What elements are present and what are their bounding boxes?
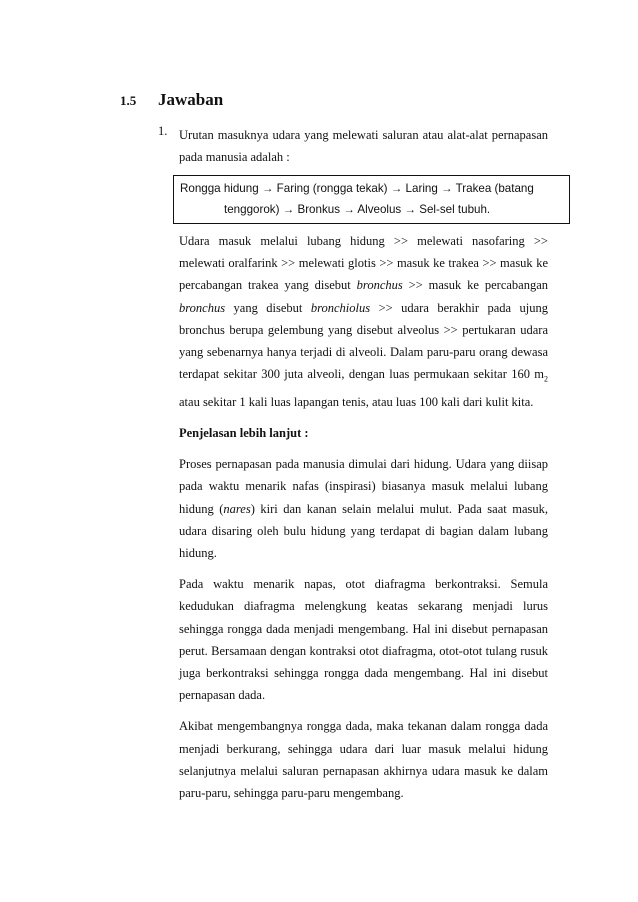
- section-number: 1.5: [120, 93, 137, 108]
- airflow-text-c: >> masuk ke percabangan: [402, 278, 549, 293]
- airflow-text-e: yang disebut: [225, 300, 311, 315]
- term-bronchus: bronchus: [356, 278, 403, 293]
- term-bronchiolus: bronchiolus: [310, 300, 371, 315]
- sequence-line-2: tenggorok) → Bronkus → Alveolus → Sel-sel tubuh.: [224, 202, 491, 216]
- further-explanation-heading: Penjelasan lebih lanjut :: [179, 426, 309, 441]
- airflow-text-a: Udara masuk melalui lubang hidung >> melewati nasofaring >> melewati oralfarink >> melewati glotis >> masuk ke trakea >> masuk ke percabangan trakea yang disebut: [179, 234, 548, 293]
- list-marker: 1.: [158, 124, 168, 138]
- nose-text-a: Proses pernapasan pada manusia dimulai dari hidung. Udara yang diisap pada waktu menarik nafas (inspirasi) biasanya masuk melalui lubang hidung (: [179, 457, 548, 516]
- respiratory-sequence-box: [173, 175, 570, 224]
- diaphragm-paragraph: Pada waktu menarik napas, otot diafragma berkontraksi. Semula kedudukan diafragma melengkung keatas sekarang menjadi lurus sehingga rongga dada menjadi mengembang. Hal ini disebut pernapasan perut. Bersamaan dengan kontraksi otot diafragma, otot-otot tulang rusuk juga berkontraksi sehingga rongga dada mengembang. Hal ini disebut pernapasan dada.: [179, 577, 548, 703]
- chest-expansion-paragraph: Akibat mengembangnya rongga dada, maka tekanan dalam rongga dada menjadi berkurang, sehingga udara dari luar masuk melalui hidung selanjutnya melalui saluran pernapasan akhirnya udara masuk ke dalam paru-paru, sehingga paru-paru mengembang.: [179, 719, 548, 800]
- sequence-line-1: Rongga hidung → Faring (rongga tekak) → Laring → Trakea (batang: [180, 182, 534, 195]
- list-item-body: [179, 124, 548, 804]
- term-nares: nares: [223, 501, 251, 516]
- airflow-text-h: atau sekitar 1 kali luas lapangan tenis, atau luas 100 kali dari kulit kita.: [179, 394, 534, 409]
- subscript-2: 2: [544, 374, 548, 384]
- nose-text-c: ) kiri dan kanan selain melalui mulut. Pada saat masuk, udara disaring oleh bulu hidung yang terdapat di bagian dalam lubang hidung.: [179, 501, 548, 560]
- airflow-text-g: >> udara berakhir pada ujung bronchus berupa gelembung yang disebut alveolus >> pertukaran udara yang sebenarnya hanya terjadi di alveoli. Dalam paru-paru orang dewasa terdapat sekitar 300 juta alveoli, dengan luas permukaan sekitar 160 m: [179, 300, 548, 382]
- nose-paragraph: [179, 453, 548, 564]
- numbered-list-item: [158, 124, 548, 813]
- airflow-paragraph: [179, 230, 548, 413]
- section-title: Jawaban: [158, 90, 224, 109]
- intro-paragraph: Urutan masuknya udara yang melewati saluran atau alat-alat pernapasan pada manusia adalah :: [179, 128, 548, 164]
- term-bronchus-2: bronchus: [179, 300, 226, 315]
